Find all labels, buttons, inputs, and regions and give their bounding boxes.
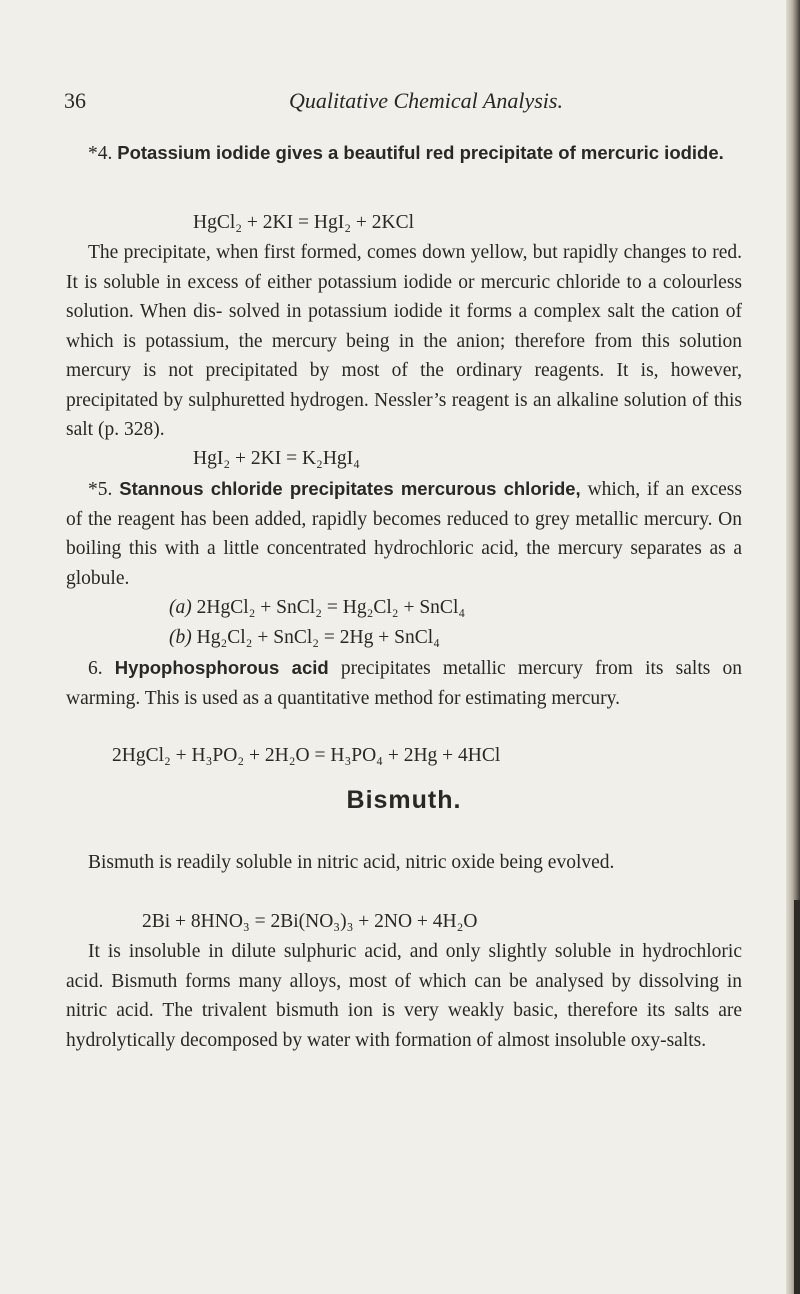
page-number: 36 (64, 88, 86, 113)
section-6-heading: Hypophosphorous acid (114, 657, 329, 678)
section-5-body: which, if an excess of the reagent has been added, rapidly becomes reduced to grey metallic mercury. On boiling this with a little concentrated hydrochloric acid, the mercury separates as a globule. (66, 479, 742, 589)
section-6-paragraph (66, 653, 742, 713)
equation-6: 2HgCl₂ + H₃PO₂ + 2H₂O = H₃PO₄ + 2Hg + 4HCl (112, 745, 501, 766)
section-4-number: *4. (88, 143, 118, 164)
bismuth-equation: 2Bi + 8HNO₃ = 2Bi(NO₃)₃ + 2NO + 4H₂O (142, 911, 478, 932)
equation-4-1: HgCl₂ + 2KI = HgI₂ + 2KCl (193, 212, 415, 233)
section-4-lead (66, 138, 742, 169)
running-title: Qualitative Chemical Analysis. (289, 88, 563, 113)
equation-5a-label: (a) (169, 597, 192, 618)
bismuth-paragraph-2: It is insoluble in dilute sulphuric acid, and only slightly soluble in hydrochloric acid. Bismuth forms many alloys, most of which can be analysed by dissolving in nitric acid. The trivalent bismuth ion is very weakly basic, therefore its salts are hydrolytically decomposed by water with formation of almost insoluble oxy-salts. (66, 941, 742, 1051)
bismuth-heading: Bismuth. (346, 786, 462, 814)
equation-5b (169, 623, 440, 653)
equation-5b-body: Hg₂Cl₂ + SnCl₂ = 2Hg + SnCl₄ (196, 627, 440, 648)
bismuth-paragraph-1: Bismuth is readily soluble in nitric acid, nitric oxide being evolved. (88, 852, 615, 873)
page-edge-dark (794, 900, 800, 1294)
equation-4-2: HgI₂ + 2KI = K₂HgI₄ (193, 448, 360, 469)
section-5-number: *5. (88, 479, 120, 500)
section-5-paragraph (66, 474, 742, 593)
section-6-body: precipitates metallic mercury from its salts on warming. This is used as a quantitative method for estimating mercury. (66, 658, 743, 709)
section-4-body: The precipitate, when first formed, comes down yellow, but rapidly changes to red. It is soluble in excess of either potassium iodide or mercuric chloride to a colourless solution. When dis- solved in potassium iodide it forms a complex salt the cation of which is potassium, the mercury being in the anion; therefore from this solution mercury is not precipitated by most of the ordinary reagents. It is, however, precipitated by sulphuretted hydrogen. Nessler’s reagent is an alkaline solution of this salt (p. 328). (66, 242, 742, 440)
section-4-heading: Potassium iodide gives a beautiful red precipitate of mercuric iodide. (117, 142, 724, 163)
section-6-number: 6. (88, 658, 115, 679)
page-header (66, 88, 742, 118)
equation-5a (169, 593, 465, 623)
equation-5b-label: (b) (169, 627, 192, 648)
section-5-heading: Stannous chloride precipitates mercurous chloride, (119, 478, 581, 499)
equation-5a-body: 2HgCl₂ + SnCl₂ = Hg₂Cl₂ + SnCl₄ (196, 597, 466, 618)
